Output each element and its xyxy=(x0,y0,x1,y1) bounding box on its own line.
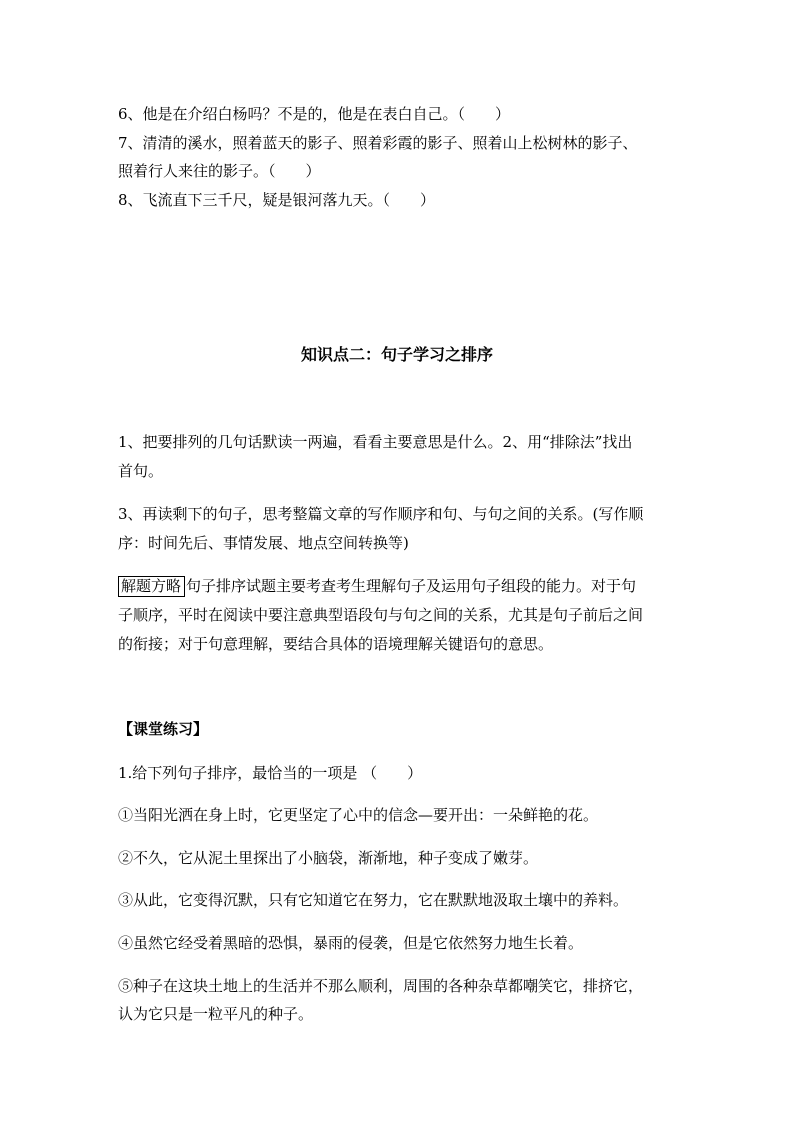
question-7-line-1: 7、清清的溪水，照着蓝天的影子、照着彩霞的影子、照着山上松树林的影子、 xyxy=(118,134,638,152)
question-7-line-2: 照着行人来往的影子。（ ） xyxy=(118,162,321,180)
practice-question: 1.给下列句子排序，最恰当的一项是 （ ） xyxy=(118,764,423,782)
question-8: 8、飞流直下三千尺，疑是银河落九天。（ ） xyxy=(118,191,436,209)
strategy-label: 解题方略 xyxy=(118,576,185,597)
sentence-5-line-2: 认为它只是一粒平凡的种子。 xyxy=(118,1005,314,1023)
sentence-1: ①当阳光洒在身上时，它更坚定了心中的信念—要开出：一朵鲜艳的花。 xyxy=(118,806,599,824)
sentence-3: ③从此，它变得沉默，只有它知道它在努力，它在默默地汲取土壤中的养料。 xyxy=(118,891,629,909)
strategy-line-2: 子顺序，平时在阅读中要注意典型语段句与句之间的关系，尤其是句子前后之间 xyxy=(118,606,644,624)
step-3-line-1: 3、再读剩下的句子，思考整篇文章的写作顺序和句、与句之间的关系。(写作顺 xyxy=(118,505,644,523)
practice-heading: 【课堂练习】 xyxy=(118,720,209,738)
section-title: 知识点二：句子学习之排序 xyxy=(300,345,493,364)
strategy-line-3: 的衔接；对于句意理解，要结合具体的语境理解关键语句的意思。 xyxy=(118,635,554,653)
sentence-2: ②不久，它从泥土里探出了小脑袋，渐渐地，种子变成了嫩芽。 xyxy=(118,849,539,867)
question-6: 6、他是在介绍白杨吗？不是的，他是在表白自己。（ ） xyxy=(118,105,511,123)
step-1-line-1: 1、把要排列的几句话默读一两遍，看看主要意思是什么。2、用“排除法”找出 xyxy=(118,433,633,451)
sentence-4: ④虽然它经受着黑暗的恐惧，暴雨的侵袭，但是它依然努力地生长着。 xyxy=(118,934,584,952)
strategy-line-1 xyxy=(118,575,636,597)
strategy-text-1: 句子排序试题主要考查考生理解句子及运用句子组段的能力。对于句 xyxy=(186,577,637,595)
sentence-5-line-1: ⑤种子在这块土地上的生活并不那么顺利，周围的各种杂草都嘲笑它，排挤它， xyxy=(118,977,644,995)
step-3-line-2: 序：时间先后、事情发展、地点空间转换等) xyxy=(118,534,409,552)
step-1-line-2: 首句。 xyxy=(118,462,164,480)
